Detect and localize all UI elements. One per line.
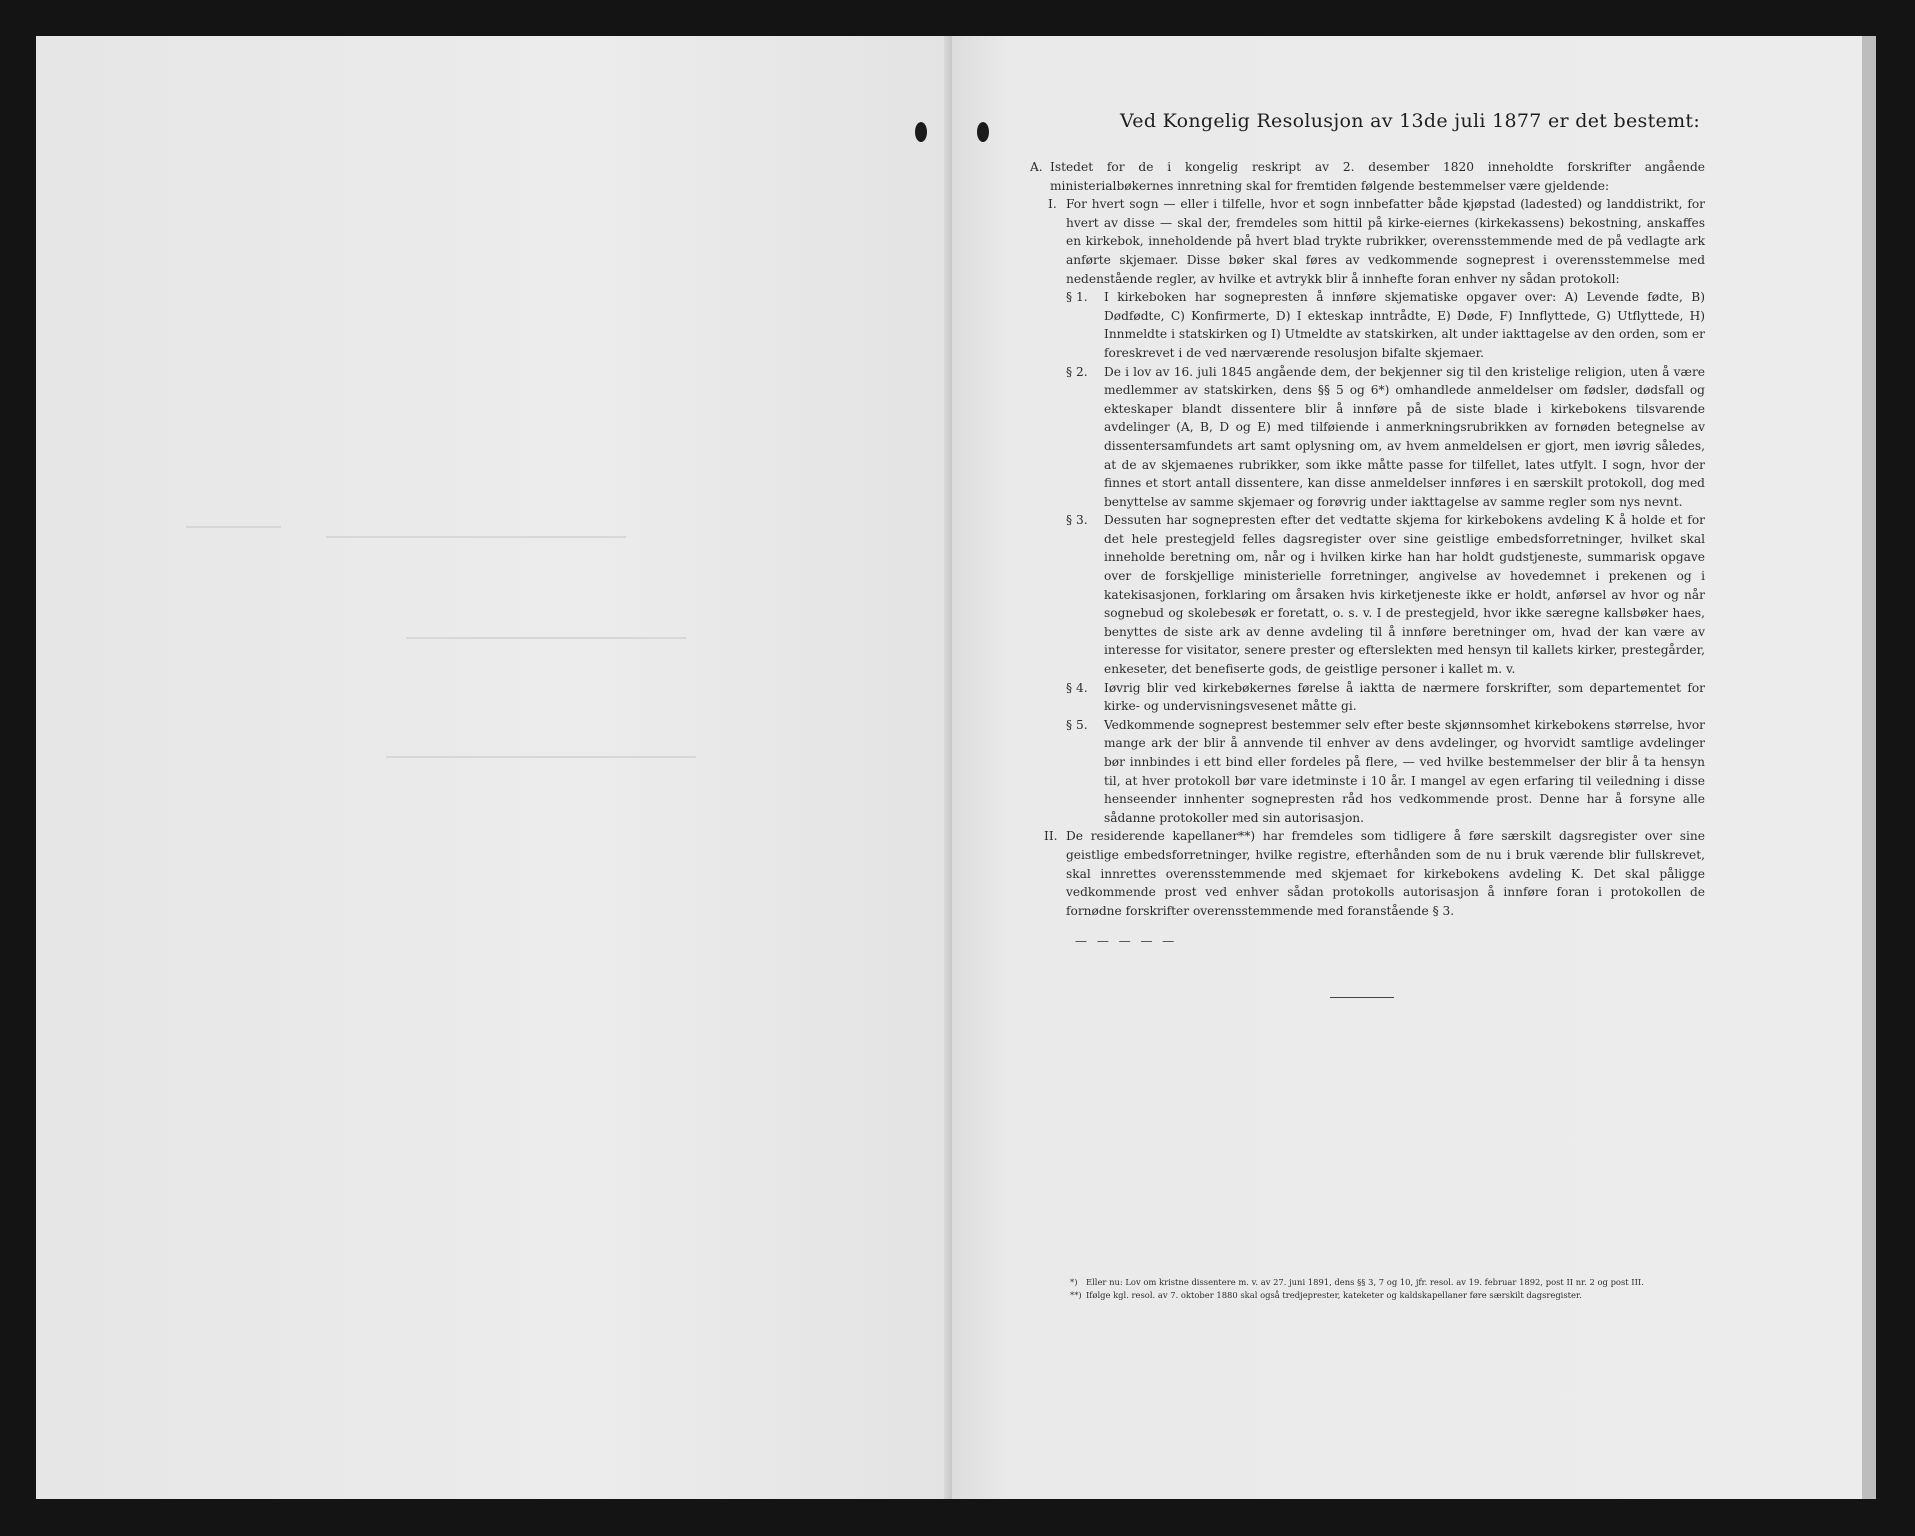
footnotes <box>1070 1276 1710 1302</box>
paragraph-label: § 1. <box>1066 290 1088 305</box>
paragraph-text: I kirkeboken har sognepresten å innføre skjematiske opgaver over: A) Levende fødte, B) Dødfødte, C) Konfirmerte, D) I ekteskap inntrådte, E) Døde, F) Innflyttede, G) Utflyttede, H) Innmeldte i statskirken og I) Utmeldte av statskirken, alt under iakttagelse av den orden, som er foreskrevet i de ved nærværende resolusjon bifalte skjemaer. <box>1104 290 1705 360</box>
bleed-through-line <box>186 526 281 528</box>
section-i <box>1030 195 1705 288</box>
paragraph-label: § 5. <box>1066 717 1088 732</box>
footnote-text: Ifølge kgl. resol. av 7. oktober 1880 skal også tredjeprester, kateketer og kaldskapellaner føre særskilt dagsregister. <box>1086 1290 1582 1300</box>
paragraph-5 <box>1030 716 1705 828</box>
resolution-text <box>1030 158 1705 920</box>
left-page <box>36 36 952 1499</box>
section-ii-text: De residerende kapellaner**) har fremdeles som tidligere å føre særskilt dagsregister over sine geistlige embedsforretninger, hvilke registre, efterhånden som de nu i bruk værende blir fullskrevet, skal innrettes overensstemmende med skjemaet for kirkebokens avdeling K. Det skal påligge vedkommende prost ved enhver sådan protokolls autorisasjon å innføre foran i protokollen de fornødne forskrifter overensstemmende med foranstående § 3. <box>1066 829 1705 918</box>
bleed-through-line <box>406 637 686 639</box>
page-edge <box>1862 36 1876 1499</box>
section-a-text: Istedet for de i kongelig reskript av 2. desember 1820 inneholdte forskrifter angående ministerialbøkernes innretning skal for fremtiden følgende bestemmelser være gjeldende: <box>1050 160 1705 193</box>
footnote <box>1070 1289 1710 1302</box>
footnote-text: Eller nu: Lov om kristne dissentere m. v. av 27. juni 1891, dens §§ 3, 7 og 10, jfr. resol. av 19. februar 1892, post II nr. 2 og post III. <box>1086 1277 1644 1287</box>
section-a <box>1030 158 1705 195</box>
bleed-through-line <box>386 756 696 758</box>
paragraph-2 <box>1030 363 1705 512</box>
paragraph-3 <box>1030 511 1705 678</box>
page-heading: Ved Kongelig Resolusjon av 13de juli 1877 er det bestemt: <box>1120 110 1701 132</box>
section-ii <box>1030 827 1705 920</box>
horizontal-rule <box>1330 997 1394 998</box>
bleed-through-mark <box>416 356 428 396</box>
footnote-mark: **) <box>1070 1290 1082 1300</box>
paragraph-1 <box>1030 288 1705 362</box>
paragraph-text: Iøvrig blir ved kirkebøkernes førelse å iaktta de nærmere forskrifter, som departementet for kirke- og undervisningsvesenet måtte gi. <box>1104 680 1705 714</box>
binding-hole <box>915 122 927 142</box>
footnote <box>1070 1276 1710 1289</box>
footnote-mark: *) <box>1070 1277 1078 1287</box>
section-ii-label: II. <box>1044 829 1058 844</box>
section-a-label: A. <box>1030 160 1043 174</box>
paragraph-text: Vedkommende sogneprest bestemmer selv efter beste skjønnsomhet kirkebokens størrelse, hvor mange ark der blir å annvende til enhver av dens avdelinger, og hvorvidt samtlige avdelinger bør innbindes i ett bind eller fordeles på flere, — ved hvilke bestemmelser der blir å ta hensyn til, at hver protokoll bør vare idetminste i 10 år. I mangel av egen erfaring til veiledning i disse henseender innhenter sognepresten råd hos vedkommende prost. Denne har å forsyne alle sådanne protokoller med sin autorisasjon. <box>1104 717 1705 825</box>
section-i-text: For hvert sogn — eller i tilfelle, hvor et sogn innbefatter både kjøpstad (ladested) og landdistrikt, for hvert av disse — skal der, fremdeles som hittil på kirke-eiernes (kirkekassens) bekostning, anskaffes en kirkebok, inneholdende på hvert blad trykte rubrikker, overensstemmende med de på vedlagte ark anførte skjemaer. Disse bøker skal føres av vedkommende sogneprest i overensstemmelse med nedenstående regler, av hvilke et avtrykk blir å innhefte foran enhver ny sådan protokoll: <box>1066 197 1705 286</box>
paragraph-text: Dessuten har sognepresten efter det vedtatte skjema for kirkebokens avdeling K å holde et for det hele prestegjeld felles dagsregister over sine geistlige embedsforretninger, hvilket skal inneholde beretning om, når og i hvilken kirke han har holdt gudstjeneste, summarisk opgave over de forskjellige ministerielle forretninger, angivelse av hovedemnet i prekenen og i katekisasjonen, forklaring om årsaken hvis kirketjeneste ikke er holdt, anførsel av hvor og når sognebud og skolebesøk er foretatt, o. s. v. I de prestegjeld, hvor ikke særegne kallsbøker haes, benyttes de siste ark av denne avdeling til å innføre beretninger om, hvad der kan være av interesse for visitator, senere prester og efterslekten med hensyn til kallets kirker, prestegårder, enkeseter, det benefiserte gods, de geistlige personer i kallet m. v. <box>1104 513 1705 677</box>
paragraph-label: § 3. <box>1066 513 1088 528</box>
dash-separator: — — — — — <box>1075 934 1178 948</box>
paragraph-label: § 4. <box>1066 680 1088 695</box>
paragraph-4 <box>1030 679 1705 716</box>
section-i-label: I. <box>1048 197 1057 212</box>
paragraph-text: De i lov av 16. juli 1845 angående dem, der bekjenner sig til den kristelige religion, uten å være medlemmer av statskirken, dens §§ 5 og 6*) omhandlede anmeldelser om fødsler, dødsfall og ekteskaper blandt dissentere blir å innføre på de siste blade i kirkebokens tilsvarende avdelinger (A, B, D og E) med tilføiende i anmerkningsrubrikken av fornøden betegnelse av dissentersamfundets art samt oplysning om, av hvem anmeldelsen er gjort, men iøvrig således, at de av skjemaenes rubrikker, som ikke måtte passe for tilfellet, lates utfylt. I sogn, hvor der finnes et stort antall dissentere, kan disse anmeldelser innføres i en særskilt protokoll, dog med benyttelse av samme skjemaer og forøvrig under iakttagelse av samme regler som nys nevnt. <box>1104 364 1705 509</box>
paragraph-label: § 2. <box>1066 364 1088 379</box>
bleed-through-line <box>326 536 626 538</box>
binding-hole <box>977 122 989 142</box>
